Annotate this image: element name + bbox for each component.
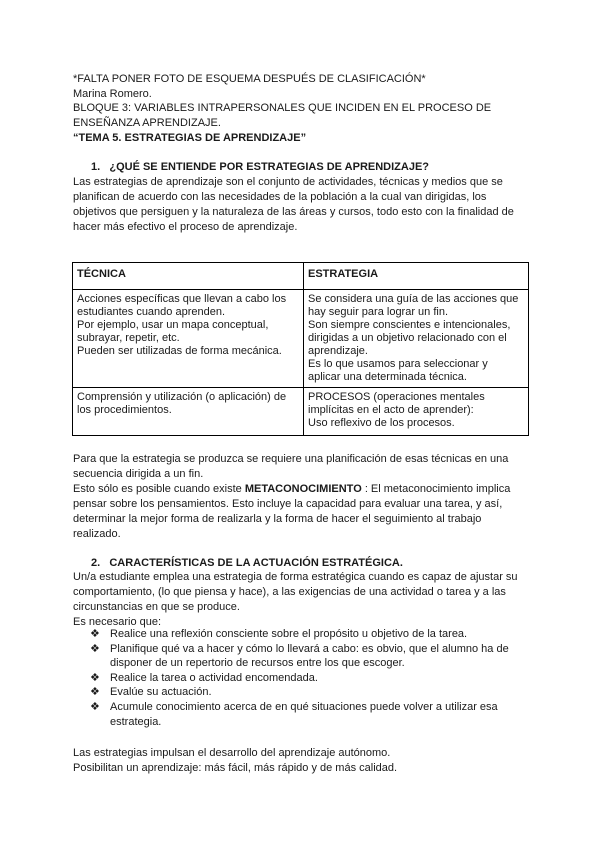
section1-line: Las estrategias de aprendizaje son el conjunto de actividades, técnicas y medios que se — [73, 176, 503, 188]
table-cell — [304, 290, 529, 388]
cell-line: los procedimientos. — [77, 404, 172, 416]
table-row — [73, 290, 529, 388]
list-item-text: Acumule conocimiento acerca de en qué situaciones puede volver a utilizar esa — [110, 700, 498, 713]
section2-line: comportamiento, (lo que piensa y hace), a las exigencias de una actividad o tarea y a las — [73, 586, 506, 598]
cell-line: dirigidas a un objetivo relacionado con el — [308, 332, 507, 344]
after-table-line: Para que la estrategia se produzca se requiere una planificación de esas técnicas en una — [73, 453, 509, 465]
after-table-line: determinar la mejor forma de realizarla y la forma de hacer el seguimiento al trabajo — [73, 513, 482, 525]
list-item-text: disponer de un repertorio de recursos entre los que escoger. — [110, 657, 405, 670]
cell-line: aplicar una determinada técnica. — [308, 371, 467, 383]
section1-number: 1. — [91, 161, 101, 173]
section1-line: objetivos que persiguen y la naturaleza de las áreas y cursos, todo esto con la finalidad de — [73, 206, 514, 218]
table-cell — [73, 290, 304, 388]
section2-line: circunstancias en que se produce. — [73, 601, 240, 613]
list-item — [90, 627, 509, 642]
cell-line: PROCESOS (operaciones mentales — [308, 391, 485, 403]
list-item — [90, 642, 509, 671]
section1-heading — [91, 160, 429, 175]
cell-line: Pueden ser utilizadas de forma mecánica. — [77, 345, 282, 357]
table-row — [73, 388, 529, 436]
diamond-bullet-icon: ❖ — [90, 700, 100, 713]
section2-title: CARACTERÍSTICAS DE LA ACTUACIÓN ESTRATÉGICA. — [109, 557, 403, 569]
author-name: Marina Romero. — [73, 88, 152, 100]
cell-line: aprendizaje. — [308, 345, 368, 357]
header-technique: TÉCNICA — [73, 263, 304, 290]
cell-line: Se considera una guía de las acciones que — [308, 293, 519, 305]
cell-line: Uso reflexivo de los procesos. — [308, 417, 455, 429]
cell-line: Comprensión y utilización (o aplicación) de — [77, 391, 287, 403]
list-item-text: estrategia. — [110, 715, 162, 728]
table-cell — [73, 388, 304, 436]
topic-title: “TEMA 5. ESTRATEGIAS DE APRENDIZAJE” — [73, 132, 307, 144]
list-item — [90, 671, 509, 686]
list-item-text: Planifique qué va a hacer y cómo lo llevará a cabo: es obvio, que el alumno ha de — [110, 642, 509, 655]
table-header-row — [73, 263, 529, 290]
table-cell — [304, 388, 529, 436]
after-table-line — [73, 482, 523, 497]
metaconocimiento-term: METACONOCIMIENTO — [244, 483, 362, 495]
section2-number: 2. — [91, 557, 101, 569]
cell-line: estudiantes cuando aprenden. — [77, 306, 226, 318]
list-item — [90, 685, 509, 700]
closing-line: Las estrategias impulsan el desarrollo del aprendizaje autónomo. — [73, 747, 391, 759]
after-table-line: pensar sobre los pensamientos. Esto incluye la capacidad para evaluar una tarea, y así, — [73, 498, 503, 510]
cell-line: Acciones específicas que llevan a cabo los — [77, 293, 287, 305]
section2-line: Es necesario que: — [73, 616, 162, 628]
line3-post: : El metaconocimiento implica — [361, 483, 511, 495]
list-item-text: Evalúe su actuación. — [110, 686, 212, 699]
closing-text — [73, 746, 523, 776]
cell-line: Es lo que usamos para seleccionar y — [308, 358, 488, 370]
list-item-text: Realice una reflexión consciente sobre el propósito u objetivo de la tarea. — [110, 628, 468, 640]
header-strategy: ESTRATEGIA — [304, 263, 529, 290]
header-note: *FALTA PONER FOTO DE ESQUEMA DESPUÉS DE CLASIFICACIÓN* — [73, 73, 426, 85]
cell-line: subrayar, repetir, etc. — [77, 332, 180, 344]
after-table-line: secuencia dirigida a un fin. — [73, 468, 204, 480]
diamond-bullet-icon: ❖ — [90, 628, 100, 640]
cell-line: Por ejemplo, usar un mapa conceptual, — [77, 319, 269, 331]
diamond-bullet-icon: ❖ — [90, 686, 100, 699]
technique-strategy-table — [72, 262, 529, 436]
list-item-text: Realice la tarea o actividad encomendada. — [110, 671, 318, 684]
after-table-text — [73, 452, 523, 542]
list-item — [90, 700, 509, 729]
section1-title: ¿QUÉ SE ENTIENDE POR ESTRATEGIAS DE APRENDIZAJE? — [109, 161, 430, 173]
block-title-line2: ENSEÑANZA APRENDIZAJE. — [73, 117, 221, 129]
after-table-line: realizado. — [73, 528, 121, 540]
section2-body — [73, 570, 523, 630]
block-title-line1: BLOQUE 3: VARIABLES INTRAPERSONALES QUE INCIDEN EN EL PROCESO DE — [73, 102, 492, 114]
section1-line: hacer más efectivo el proceso de aprendizaje. — [73, 221, 298, 233]
section1-line: planifican de acuerdo con las necesidades de la población a la cual van dirigidas, los — [73, 191, 487, 203]
diamond-bullet-icon: ❖ — [90, 671, 100, 684]
section2-heading — [91, 556, 403, 571]
line3-pre: Esto sólo es posible cuando existe — [73, 483, 245, 495]
diamond-bullet-icon: ❖ — [90, 642, 100, 655]
cell-line: hay seguir para lograr un fin. — [308, 306, 449, 318]
closing-line: Posibilitan un aprendizaje: más fácil, más rápido y de más calidad. — [73, 762, 398, 774]
cell-line: implícitas en el acto de aprender): — [308, 404, 474, 416]
requirements-list — [90, 627, 509, 729]
section2-line: Un/a estudiante emplea una estrategia de forma estratégica cuando es capaz de ajustar su — [73, 571, 518, 583]
cell-line: Son siempre conscientes e intencionales, — [308, 319, 511, 331]
section1-body — [73, 175, 523, 235]
